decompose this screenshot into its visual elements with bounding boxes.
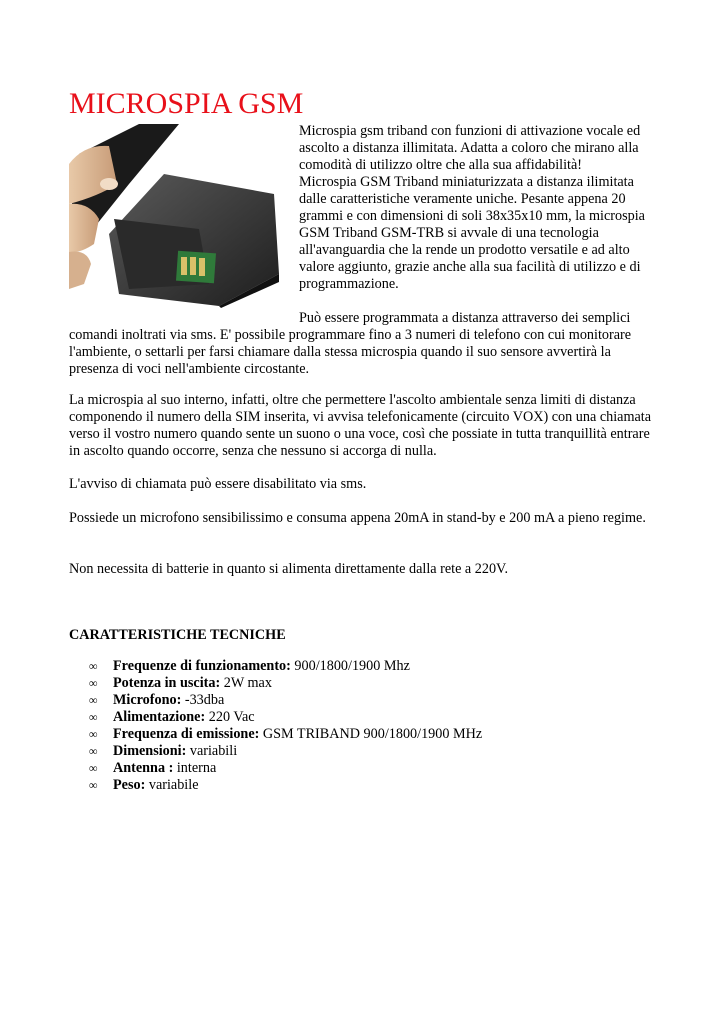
spec-label: Frequenze di funzionamento:: [113, 658, 291, 674]
spec-value: variabili: [186, 743, 238, 759]
intro-paragraph-2: Può essere programmata a distanza attraverso dei semplici comandi inoltrati via sms. E' possibile programmare fino a 3 numeri di telefono con cui monitorare l'ambiente, o settarli per farsi chiamare dalla stessa microspia quando il suo sensore avvertirà la presenza di voci nell'ambiente circostante.: [69, 310, 632, 377]
paragraph-power: Non necessita di batterie in quanto si alimenta direttamente dalla rete a 220V.: [69, 561, 509, 577]
spec-label: Microfono:: [113, 692, 182, 708]
paragraph-vox: La microspia al suo interno, infatti, oltre che permettere l'ascolto ambientale senza limiti di distanza componendo il numero della SIM inserita, vi avvisa telefonicamente (circuito VOX) con una chiamata verso il vostro numero quando sente un suono o una voce, così che possiate in tutta tranquillità entrare in ascolto quando occorre, senza che nessuno si accorga di nulla.: [69, 392, 652, 459]
spec-item: [69, 675, 482, 692]
infinity-bullet-icon: ∞: [89, 727, 98, 741]
infinity-bullet-icon: ∞: [89, 659, 98, 673]
spec-value: 220 Vac: [205, 709, 255, 725]
infinity-bullet-icon: ∞: [89, 693, 98, 707]
specs-list: [69, 658, 482, 794]
spec-label: Alimentazione:: [113, 709, 206, 725]
spec-value: interna: [173, 760, 217, 776]
device-photo: [69, 124, 281, 308]
spec-label: Potenza in uscita:: [113, 675, 221, 691]
spec-value: -33dba: [181, 692, 225, 708]
spec-item: [69, 709, 482, 726]
paragraph-call-notice: L'avviso di chiamata può essere disabilitato via sms.: [69, 476, 367, 492]
infinity-bullet-icon: ∞: [89, 710, 98, 724]
spec-label: Peso:: [113, 777, 146, 793]
spec-value: GSM TRIBAND 900/1800/1900 MHz: [259, 726, 483, 742]
spec-item: [69, 743, 482, 760]
spec-value: variabile: [145, 777, 199, 793]
specs-heading: CARATTERISTICHE TECNICHE: [69, 627, 286, 643]
document-title: MICROSPIA GSM: [69, 87, 304, 120]
infinity-bullet-icon: ∞: [89, 676, 98, 690]
spec-item: [69, 777, 482, 794]
spec-value: 900/1800/1900 Mhz: [290, 658, 410, 674]
infinity-bullet-icon: ∞: [89, 778, 98, 792]
spec-item: [69, 692, 482, 709]
spec-label: Antenna :: [113, 760, 174, 776]
intro-paragraph-1: Microspia GSM Triband miniaturizzata a distanza ilimitata dalle caratteristiche veramente uniche. Pesante appena 20 grammi e con dimensioni di soli 38x35x10 mm, la microspia GSM Triband GSM-TRB si avvale di una tecnologia all'avanguardia che la rende un prodotto versatile e ad alto valore aggiunto, grazie anche alla sua facilità di utilizzo e di programmazione.: [299, 174, 645, 292]
intro-lead: Microspia gsm triband con funzioni di attivazione vocale ed ascolto a distanza illimitata. Adatta a coloro che mirano alla comodità di utilizzo oltre che alla sua affidabilità!: [299, 123, 641, 173]
infinity-bullet-icon: ∞: [89, 744, 98, 758]
spec-item: [69, 658, 482, 675]
spec-item: [69, 726, 482, 743]
spec-label: Frequenza di emissione:: [113, 726, 260, 742]
gsm-device-image: [69, 124, 281, 308]
paragraph-consumption: Possiede un microfono sensibilissimo e consuma appena 20mA in stand-by e 200 mA a pieno regime.: [69, 510, 646, 526]
spec-item: [69, 760, 482, 777]
spec-value: 2W max: [220, 675, 272, 691]
intro-section: [69, 123, 659, 378]
spec-label: Dimensioni:: [113, 743, 187, 759]
infinity-bullet-icon: ∞: [89, 761, 98, 775]
